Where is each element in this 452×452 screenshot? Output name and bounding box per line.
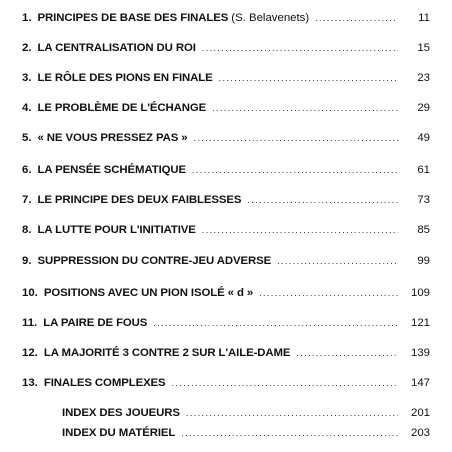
chapter-number: 6. — [22, 164, 32, 176]
chapter-number: 12. — [22, 347, 38, 359]
chapter-title: LE PROBLÈME DE L'ÉCHANGE — [37, 102, 207, 114]
chapter-number: 7. — [22, 194, 32, 206]
page-number: 121 — [410, 317, 430, 329]
dot-leader — [181, 425, 398, 441]
toc-entry-12 — [22, 345, 430, 361]
dot-leader — [192, 162, 398, 178]
dot-leader — [186, 405, 398, 421]
dot-leader — [277, 253, 398, 269]
toc-entry-7 — [22, 192, 430, 208]
chapter-title: « NE VOUS PRESSEZ PAS » — [37, 132, 188, 144]
dot-leader — [202, 40, 398, 56]
chapter-number: 8. — [22, 224, 32, 236]
toc-entry-2 — [22, 40, 430, 56]
chapter-title: LE PRINCIPE DES DEUX FAIBLESSES — [37, 194, 242, 206]
page-number: 29 — [417, 102, 430, 114]
toc-entry-9 — [22, 253, 430, 269]
page-number: 139 — [410, 347, 430, 359]
chapter-title: SUPPRESSION DU CONTRE-JEU ADVERSE — [37, 255, 272, 267]
chapter-title: LA CENTRALISATION DU ROI — [37, 42, 196, 54]
toc-entry-6 — [22, 162, 430, 178]
chapter-title: LA PENSÉE SCHÉMATIQUE — [37, 164, 187, 176]
chapter-number: 4. — [22, 102, 32, 114]
toc-entry-5 — [22, 130, 430, 146]
page-number: 23 — [417, 72, 430, 84]
dot-leader — [153, 315, 398, 331]
toc-index-players — [62, 405, 430, 421]
chapter-author: (S. Belavenets) — [231, 12, 310, 24]
chapter-title: POSITIONS AVEC UN PION ISOLÉ « d » — [43, 287, 254, 299]
page-number: 61 — [417, 164, 430, 176]
toc-entry-10 — [22, 285, 430, 301]
chapter-number: 5. — [22, 132, 32, 144]
toc-entry-3 — [22, 70, 430, 86]
dot-leader — [212, 100, 398, 116]
dot-leader — [259, 285, 398, 301]
page-number: 147 — [410, 377, 430, 389]
dot-leader — [172, 375, 398, 391]
index-title: INDEX DU MATÉRIEL — [62, 427, 176, 439]
chapter-title: FINALES COMPLEXES — [43, 377, 166, 389]
page-number: 73 — [417, 194, 430, 206]
dot-leader — [247, 192, 398, 208]
chapter-number: 2. — [22, 42, 32, 54]
dot-leader — [194, 130, 398, 146]
dot-leader — [315, 10, 398, 26]
chapter-number: 3. — [22, 72, 32, 84]
page-number: 49 — [417, 132, 430, 144]
page-number: 201 — [410, 407, 430, 419]
page-number: 85 — [417, 224, 430, 236]
chapter-number: 1. — [22, 12, 32, 24]
toc-entry-11 — [22, 315, 430, 331]
chapter-title: PRINCIPES DE BASE DES FINALES — [37, 12, 229, 24]
page-number: 203 — [410, 427, 430, 439]
dot-leader — [219, 70, 398, 86]
page-number: 15 — [417, 42, 430, 54]
chapter-title: LE RÔLE DES PIONS EN FINALE — [37, 72, 213, 84]
chapter-number: 11. — [22, 317, 38, 329]
toc-entry-13 — [22, 375, 430, 391]
toc-index-material — [62, 425, 430, 441]
page-number: 11 — [418, 12, 430, 24]
chapter-number: 9. — [22, 255, 32, 267]
chapter-title: LA MAJORITÉ 3 CONTRE 2 SUR L'AILE-DAME — [43, 347, 291, 359]
chapter-number: 13. — [22, 377, 38, 389]
page-number: 109 — [410, 287, 430, 299]
chapter-number: 10. — [22, 287, 38, 299]
toc-entry-1 — [22, 10, 430, 26]
toc-entry-8 — [22, 222, 430, 238]
chapter-title: LA LUTTE POUR L'INITIATIVE — [37, 224, 196, 236]
page-number: 99 — [417, 255, 430, 267]
chapter-title: LA PAIRE DE FOUS — [43, 317, 148, 329]
dot-leader — [296, 345, 398, 361]
toc-entry-4 — [22, 100, 430, 116]
index-title: INDEX DES JOUEURS — [62, 407, 180, 419]
dot-leader — [202, 222, 398, 238]
